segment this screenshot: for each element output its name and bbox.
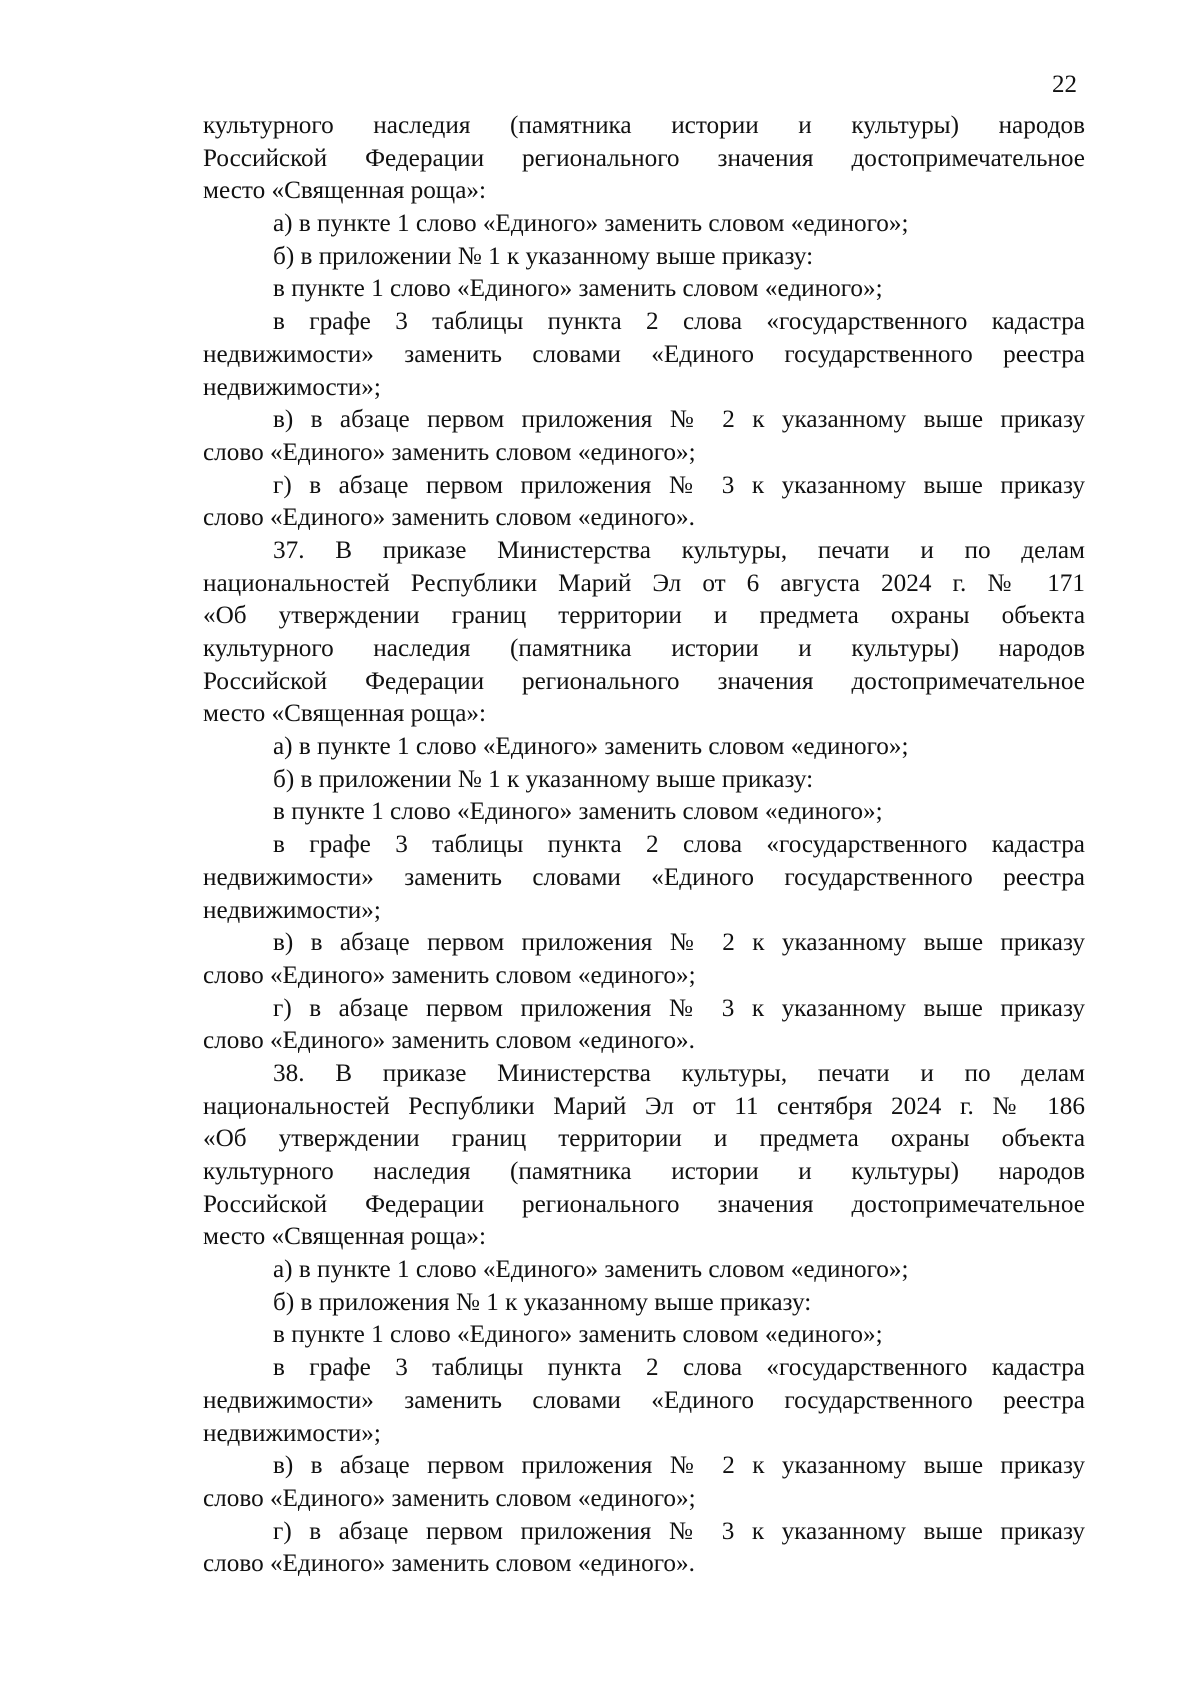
text-line: г) в абзаце первом приложения № 3 к указанному выше приказу — [273, 994, 1085, 1022]
text-line: Российской Федерации регионального значения достопримечательное — [203, 1190, 1085, 1218]
text-line: место «Священная роща»: — [203, 1223, 486, 1251]
text-line: недвижимости» заменить словами «Единого государственного реестра — [203, 1386, 1085, 1414]
text-line: б) в приложении № 1 к указанному выше приказу: — [273, 765, 814, 793]
text-line: а) в пункте 1 слово «Единого» заменить словом «единого»; — [273, 1256, 909, 1284]
text-line: в пункте 1 слово «Единого» заменить словом «единого»; — [273, 1321, 883, 1349]
text-line: б) в приложении № 1 к указанному выше приказу: — [273, 242, 814, 270]
text-line: слово «Единого» заменить словом «единого»; — [203, 438, 696, 466]
text-line: в пункте 1 слово «Единого» заменить словом «единого»; — [273, 798, 883, 826]
text-line: культурного наследия (памятника истории и культуры) народов — [203, 1158, 1085, 1185]
text-line: г) в абзаце первом приложения № 3 к указанному выше приказу — [273, 471, 1085, 499]
text-line: культурного наследия (памятника истории и культуры) народов — [203, 635, 1085, 662]
text-line: национальностей Республики Марий Эл от 11 сентября 2024 г. № 186 — [203, 1092, 1085, 1120]
text-line: слово «Единого» заменить словом «единого». — [203, 1550, 695, 1578]
page-number: 22 — [1052, 71, 1077, 98]
text-line: в) в абзаце первом приложения № 2 к указанному выше приказу — [273, 929, 1085, 957]
text-line: Российской Федерации регионального значения достопримечательное — [203, 667, 1085, 695]
text-line: недвижимости» заменить словами «Единого государственного реестра — [203, 863, 1085, 891]
text-line: недвижимости» заменить словами «Единого государственного реестра — [203, 340, 1085, 368]
text-line: недвижимости»; — [203, 896, 381, 924]
text-line: недвижимости»; — [203, 1419, 381, 1447]
text-line: а) в пункте 1 слово «Единого» заменить словом «единого»; — [273, 733, 909, 761]
text-line: недвижимости»; — [203, 373, 381, 401]
text-line: в графе 3 таблицы пункта 2 слова «государственного кадастра — [273, 831, 1085, 859]
text-line: а) в пункте 1 слово «Единого» заменить словом «единого»; — [273, 210, 909, 238]
text-line: «Об утверждении границ территории и предмета охраны объекта — [203, 602, 1085, 630]
text-line: г) в абзаце первом приложения № 3 к указанному выше приказу — [273, 1517, 1085, 1545]
text-line: культурного наследия (памятника истории и культуры) народов — [203, 112, 1085, 139]
text-line: место «Священная роща»: — [203, 177, 486, 205]
text-line: слово «Единого» заменить словом «единого». — [203, 1027, 695, 1055]
document-body — [203, 110, 1085, 1581]
text-line: в) в абзаце первом приложения № 2 к указанному выше приказу — [273, 1452, 1085, 1480]
text-line: слово «Единого» заменить словом «единого». — [203, 504, 695, 532]
text-line: слово «Единого» заменить словом «единого»; — [203, 961, 696, 989]
text-line: в графе 3 таблицы пункта 2 слова «государственного кадастра — [273, 308, 1085, 336]
text-line: 38. В приказе Министерства культуры, печати и по делам — [273, 1059, 1085, 1087]
text-line: в) в абзаце первом приложения № 2 к указанному выше приказу — [273, 406, 1085, 434]
text-line: место «Священная роща»: — [203, 700, 486, 728]
text-line: в пункте 1 слово «Единого» заменить словом «единого»; — [273, 275, 883, 303]
text-line: слово «Единого» заменить словом «единого»; — [203, 1484, 696, 1512]
text-line: б) в приложения № 1 к указанному выше приказу: — [273, 1288, 812, 1316]
text-line: в графе 3 таблицы пункта 2 слова «государственного кадастра — [273, 1354, 1085, 1382]
text-line: национальностей Республики Марий Эл от 6 августа 2024 г. № 171 — [203, 569, 1085, 597]
text-line: 37. В приказе Министерства культуры, печати и по делам — [273, 536, 1085, 564]
text-line: Российской Федерации регионального значения достопримечательное — [203, 144, 1085, 172]
text-line: «Об утверждении границ территории и предмета охраны объекта — [203, 1125, 1085, 1153]
